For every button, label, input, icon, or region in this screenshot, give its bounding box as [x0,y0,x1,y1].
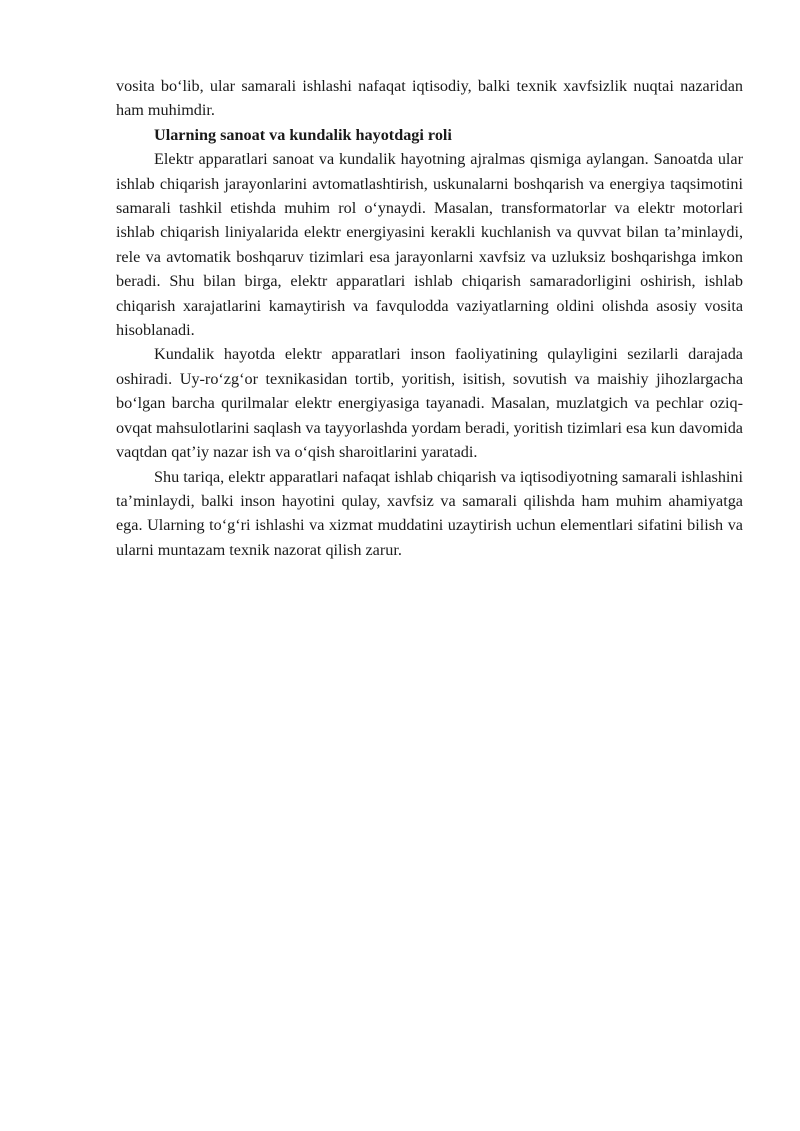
document-page [116,74,743,562]
paragraph-industry-role: Elektr apparatlari sanoat va kundalik hayotning ajralmas qismiga aylangan. Sanoatda ular ishlab chiqarish jarayonlarini avtomatlashtirish, uskunalarni boshqarish va energiya taqsimotini samarali tashkil etishda muhim rol o‘ynaydi. Masalan, transformatorlar va elektr motorlari ishlab chiqarish liniyalarida elektr energiyasini kerakli kuchlanish va quvvat bilan ta’minlaydi, rele va avtomatik boshqaruv tizimlari esa jarayonlarni xavfsiz va uzluksiz boshqarishga imkon beradi. Shu bilan birga, elektr apparatlari ishlab chiqarish samaradorligini oshirish, ishlab chiqarish xarajatlarini kamaytirish va favqulodda vaziyatlarning oldini olishda asosiy vosita hisoblanadi. [116,150,743,340]
paragraph-conclusion: Shu tariqa, elektr apparatlari nafaqat ishlab chiqarish va iqtisodiyotning samarali ishlashini ta’minlaydi, balki inson hayotini qulay, xavfsiz va samarali qilishda ham muhim ahamiyatga ega. Ularning to‘g‘ri ishlashi va xizmat muddatini uzaytirish uchun elementlari sifatini bilish va ularni muntazam texnik nazorat qilish zarur. [116,467,743,559]
section-heading: Ularning sanoat va kundalik hayotdagi roli [154,125,452,144]
continued-paragraph: vosita bo‘lib, ular samarali ishlashi nafaqat iqtisodiy, balki texnik xavfsizlik nuqtai nazaridan ham muhimdir. [116,77,743,120]
paragraph-daily-life-role: Kundalik hayotda elektr apparatlari inson faoliyatining qulayligini sezilarli darajada oshiradi. Uy-ro‘zg‘or texnikasidan tortib, yoritish, isitish, sovutish va maishiy jihozlargacha bo‘lgan barcha qurilmalar elektr energiyasiga tayanadi. Masalan, muzlatgich va pechlar oziq-ovqat mahsulotlarini saqlash va tayyorlashda yordam beradi, yoritish tizimlari esa kun davomida vaqtdan qat’iy nazar ish va o‘qish sharoitlarini yaratadi. [116,345,743,462]
